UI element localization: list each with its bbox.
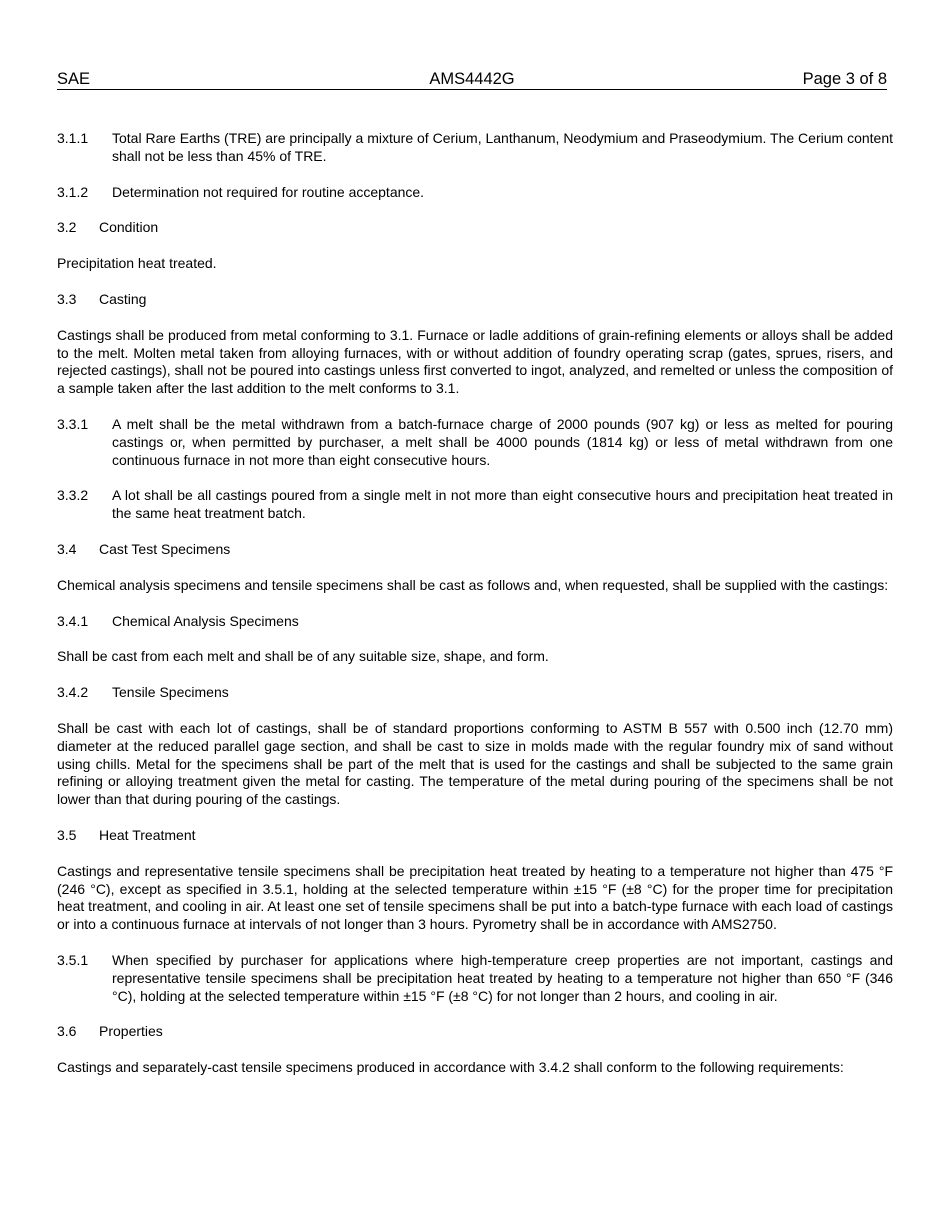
header-page-number: Page 3 of 8 xyxy=(802,70,887,88)
section-title: Chemical Analysis Specimens xyxy=(112,612,299,629)
section-text: A lot shall be all castings poured from a single melt in not more than eight consecutive hours and precipitation heat treated in the same heat treatment batch. xyxy=(112,487,893,522)
section-3-3-text: Castings shall be produced from metal conforming to 3.1. Furnace or ladle additions of grain-refining elements or alloys shall be added to the melt. Molten metal taken from alloying furnaces, with or without addition of foundry operating scrap (gates, sprues, risers, and rejected castings), shall not be poured into castings unless first converted to ingot, analyzed, and remelted or unless the composition of a sample taken after the last addition to the melt conforms to 3.1. xyxy=(57,326,893,397)
section-number: 3.3 xyxy=(57,290,77,307)
section-number: 3.3.2 xyxy=(57,487,89,504)
section-number: 3.5 xyxy=(57,826,77,843)
section-3-2-text: Precipitation heat treated. xyxy=(57,255,217,272)
section-text: Determination not required for routine acceptance. xyxy=(112,183,425,200)
section-3-3-2 xyxy=(57,487,893,523)
section-number: 3.1.2 xyxy=(57,183,89,200)
section-number: 3.6 xyxy=(57,1023,77,1040)
section-3-5-heading xyxy=(57,827,893,845)
section-3-3-heading xyxy=(57,291,893,309)
section-3-2-heading xyxy=(57,219,893,237)
section-number: 3.4.2 xyxy=(57,684,89,701)
section-number: 3.3.1 xyxy=(57,415,89,432)
section-3-4-heading xyxy=(57,541,893,559)
section-title: Properties xyxy=(99,1023,163,1040)
section-3-5-text: Castings and representative tensile specimens shall be precipitation heat treated by heating to a temperature not higher than 475 °F (246 °C), except as specified in 3.5.1, holding at the selected temperature within ±15 °F (±8 °C) for the proper time for precipitation heat treatment, and cooling in air. At least one set of tensile specimens shall be put into a batch-type furnace with each load of castings or into a continuous furnace at intervals of not longer than 3 hours. Pyrometry shall be in accordance with AMS2750. xyxy=(57,862,893,933)
section-3-6-heading xyxy=(57,1023,893,1041)
section-3-1-2 xyxy=(57,184,893,202)
section-number: 3.2 xyxy=(57,219,77,236)
header-doc-number: AMS4442G xyxy=(429,70,515,88)
section-3-4-1-heading xyxy=(57,613,893,631)
section-text: A melt shall be the metal withdrawn from a batch-furnace charge of 2000 pounds (907 kg) or less as melted for pouring castings or, when permitted by purchaser, a melt shall be 4000 pounds (1814 kg) or less of metal withdrawn from one continuous furnace in not more than eight consecutive hours. xyxy=(112,415,893,468)
header-org: SAE xyxy=(57,70,91,88)
section-title: Condition xyxy=(99,219,159,236)
section-text: When specified by purchaser for applications where high-temperature creep properties are not important, castings and representative tensile specimens shall be precipitation heat treated by heating to a temperature not higher than 650 °F (346 °C), holding at the selected temperature within ±15 °F (±8 °C) for not longer than 2 hours, and cooling in air. xyxy=(112,951,893,1004)
section-text: Total Rare Earths (TRE) are principally a mixture of Cerium, Lanthanum, Neodymium and Praseodymium. The Cerium content shall not be less than 45% of TRE. xyxy=(112,130,893,164)
section-3-4-2-heading xyxy=(57,684,893,702)
section-3-5-1 xyxy=(57,952,893,1005)
page-header xyxy=(57,69,887,90)
section-number: 3.5.1 xyxy=(57,951,89,968)
section-number: 3.1.1 xyxy=(57,130,89,146)
section-3-3-1 xyxy=(57,416,893,469)
section-title: Casting xyxy=(99,290,147,307)
section-3-6-text: Castings and separately-cast tensile specimens produced in accordance with 3.4.2 shall conform to the following requirements: xyxy=(57,1059,844,1076)
section-3-4-text: Chemical analysis specimens and tensile specimens shall be cast as follows and, when requested, shall be supplied with the castings: xyxy=(57,576,889,593)
section-title: Cast Test Specimens xyxy=(99,540,231,557)
section-number: 3.4 xyxy=(57,540,77,557)
document-body xyxy=(57,130,893,1077)
section-3-4-2-text: Shall be cast with each lot of castings, shall be of standard proportions conforming to ASTM B 557 with 0.500 inch (12.70 mm) diameter at the reduced parallel gage section, and shall be cast to size in molds made with the regular foundry mix of sand without using chills. Metal for the specimens shall be part of the melt that is used for the castings and shall be subjected to the same grain refining or alloying treatment given the metal for casting. The temperature of the metal during pouring of the specimens shall be not lower than that during pouring of the castings. xyxy=(57,719,893,808)
section-3-4-1-text: Shall be cast from each melt and shall be of any suitable size, shape, and form. xyxy=(57,648,549,665)
section-title: Tensile Specimens xyxy=(112,684,229,701)
section-3-1-1 xyxy=(57,130,893,166)
section-number: 3.4.1 xyxy=(57,612,89,629)
section-title: Heat Treatment xyxy=(99,826,196,843)
